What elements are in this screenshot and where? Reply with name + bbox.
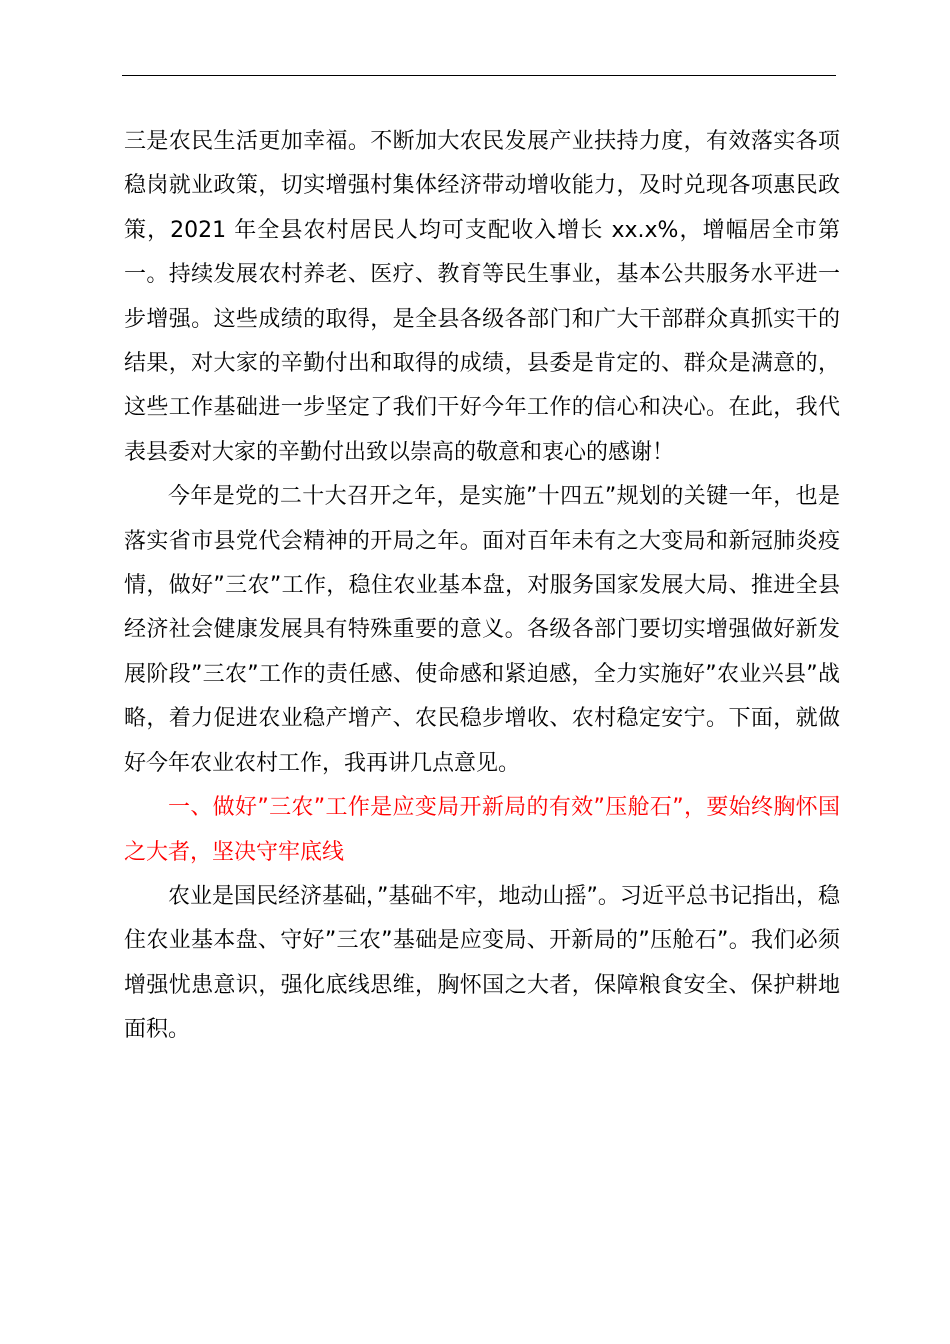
document-body (124, 120, 840, 1053)
paragraph-this-year: 今年是党的二十大召开之年，是实施”十四五”规划的关键一年，也是落实省市县党代会精神的开局之年。面对百年未有之大变局和新冠肺炎疫情，做好”三农”工作，稳住农业基本盘，对服务国家发展大局、推进全县经济社会健康发展具有特殊重要的意义。各级各部门要切实增强做好新发展阶段”三农”工作的责任感、使命感和紧迫感，全力实施好”农业兴县”战略，着力促进农业稳产增产、农民稳步增收、农村稳定安宁。下面，就做好今年农业农村工作，我再讲几点意见。 (124, 484, 840, 776)
paragraph-rural-life: 三是农民生活更加幸福。不断加大农民发展产业扶持力度，有效落实各项稳岗就业政策，切实增强村集体经济带动增收能力，及时兑现各项惠民政策，2021 年全县农村居民人均可支配收入增长 xx.x%，增幅居全市第一。持续发展农村养老、医疗、教育等民生事业，基本公共服务水平进一步增强。这些成绩的取得，是全县各级各部门和广大干部群众真抓实干的结果，对大家的辛勤付出和取得的成绩，县委是肯定的、群众是满意的，这些工作基础进一步坚定了我们干好今年工作的信心和决心。在此，我代表县委对大家的辛勤付出致以崇高的敬意和衷心的感谢！ (124, 129, 840, 465)
section-heading-1: 一、做好”三农”工作是应变局开新局的有效”压舱石”，要始终胸怀国之大者，坚决守牢底线 (124, 795, 840, 865)
paragraph-agriculture-foundation: 农业是国民经济基础，”基础不牢，地动山摇”。习近平总书记指出，稳住农业基本盘、守好”三农”基础是应变局、开新局的”压舱石”。我们必须增强忧患意识，强化底线思维，胸怀国之大者，保障粮食安全、保护耕地面积。 (124, 883, 840, 1043)
header-rule (122, 75, 836, 76)
